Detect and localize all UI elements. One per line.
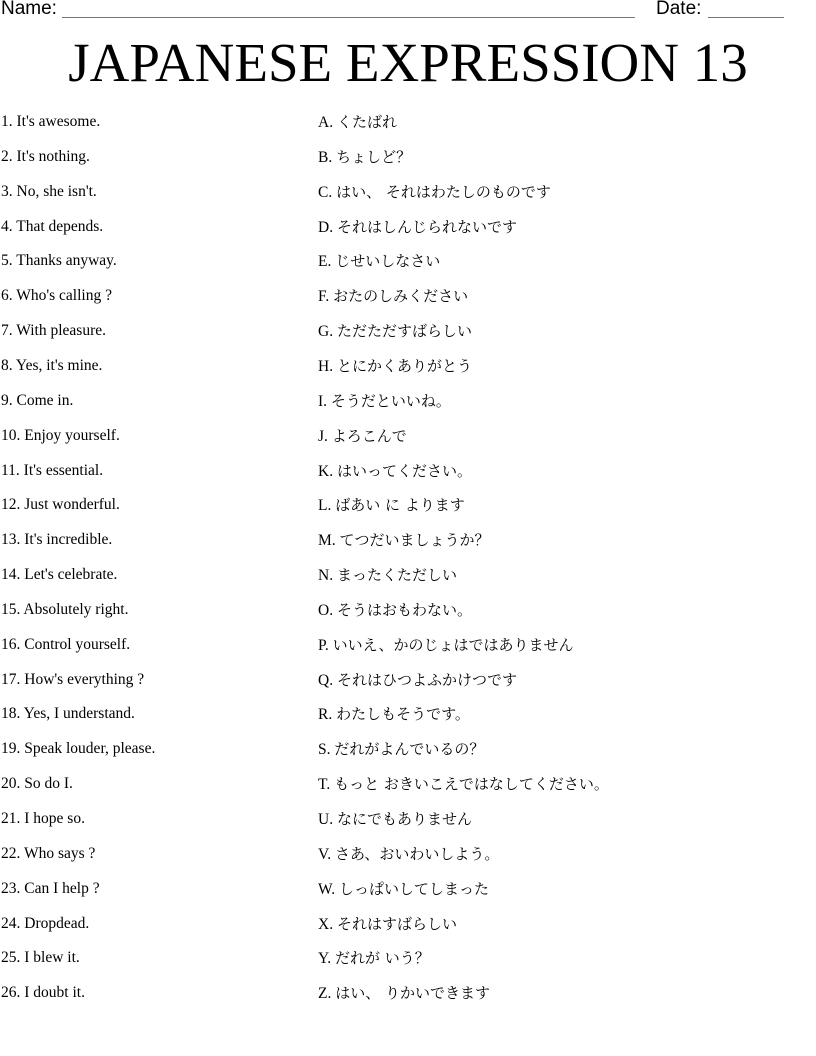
answer-letter: V. [318,845,332,863]
question-text: 18. Yes, I understand. [1,705,135,723]
question-text: 1. It's awesome. [1,113,101,130]
answer-letter: A. [318,114,334,131]
answer-option [318,353,472,380]
question-text: 23. Can I help ? [1,879,100,897]
answer-letter: Q. [318,671,334,689]
date-label: Date: [656,0,702,19]
question-text: 4. That depends. [1,217,104,235]
answer-option [318,841,499,868]
answer-letter: U. [318,811,334,828]
answer-text: さあ、おいわいしよう。 [334,844,500,863]
list-item [0,388,816,414]
answer-text: それはすばらしい [336,914,457,933]
question-text: 26. I doubt it. [1,984,85,1002]
answer-option [318,179,551,206]
answer-text: はいってください。 [336,461,472,480]
question-text: 22. Who says ? [1,844,96,862]
answer-option [318,632,574,659]
question-text: 15. Absolutely right. [1,600,129,618]
answer-option [318,667,517,694]
answer-text: しっぱいしてしまった [338,879,489,898]
answer-letter: D. [318,218,334,236]
answer-option [318,248,440,275]
question-text: 14. Let's celebrate. [1,566,118,584]
answer-text: だれがよんでいるの？ [334,740,485,759]
answer-letter: S. [318,741,331,759]
answer-text: そうはおもわない。 [336,600,472,619]
answer-letter: X. [318,915,334,933]
answer-letter: B. [318,148,333,166]
answer-text: もっと おきいこえではなしてください。 [334,775,609,794]
answer-option [318,876,489,903]
answer-text: いいえ、かのじょはではありません [332,635,574,654]
answer-text: くたばれ [336,113,397,131]
answer-option [318,214,517,241]
answer-letter: R. [318,706,333,724]
answer-letter: N. [318,567,334,585]
question-text: 8. Yes, it's mine. [1,356,103,374]
answer-text: てつだいましょうか？ [339,531,490,550]
list-item [0,144,816,170]
answer-text: まったくただしい [336,566,457,585]
question-text: 17. How's everything ? [1,670,145,688]
question-text: 10. Enjoy yourself. [1,426,120,444]
list-item [0,911,816,937]
answer-letter: K. [318,462,334,480]
list-item [0,458,816,484]
answer-letter: C. [318,183,333,201]
question-text: 20. So do I. [1,775,73,793]
list-item [0,109,816,135]
list-item [0,597,816,623]
answer-letter: H. [318,357,334,375]
question-text: 6. Who's calling ? [1,287,112,305]
list-item [0,945,816,971]
list-item [0,980,816,1006]
answer-letter: W. [318,880,336,898]
answer-option [318,701,470,728]
question-text: 7. With pleasure. [1,322,106,340]
list-item [0,701,816,727]
worksheet-header [0,0,816,24]
answer-letter: G. [318,323,334,341]
answer-option [318,109,397,136]
list-item [0,771,816,797]
list-item [0,423,816,449]
answer-text: それはしんじられないです [336,217,517,236]
list-item [0,248,816,274]
list-item [0,876,816,902]
answer-text: わたしもそうです。 [336,705,470,724]
question-text: 2. It's nothing. [1,147,90,165]
answer-text: ちょしど？ [336,147,412,166]
answer-option [318,144,411,171]
list-item [0,214,816,240]
answer-option [318,458,472,485]
list-item [0,283,816,309]
answer-text: はい、 それはわたしのものです [336,182,551,201]
list-item [0,562,816,588]
answer-option [318,492,465,519]
question-text: 13. It's incredible. [1,531,113,549]
question-text: 25. I blew it. [1,949,80,967]
answer-letter: J. [318,427,328,445]
answer-letter: O. [318,601,334,619]
answer-text: はい、 りかいできます [335,984,490,1003]
answer-option [318,911,457,938]
answer-option [318,318,472,345]
question-text: 16. Control yourself. [1,635,131,653]
answer-letter: T. [318,776,331,794]
answer-option [318,562,457,589]
list-item [0,527,816,553]
answer-text: ばあい に よります [335,496,465,515]
answer-option [318,527,490,554]
answer-letter: P. [318,636,329,654]
answer-option [318,945,430,972]
list-item [0,841,816,867]
answer-option [318,388,451,415]
answer-option [318,980,490,1007]
question-text: 11. It's essential. [1,461,104,479]
answer-option [318,771,609,798]
list-item [0,318,816,344]
list-item [0,667,816,693]
answer-option [318,736,484,763]
answer-letter: Y. [318,950,332,968]
list-item [0,806,816,832]
list-item [0,353,816,379]
question-text: 24. Dropdead. [1,914,90,932]
answer-text: おたのしみください [333,287,469,306]
answer-text: とにかくありがとう [336,356,472,375]
question-text: 12. Just wonderful. [1,496,120,514]
question-text: 3. No, she isn't. [1,182,97,200]
answer-text: なにでもありません [336,810,472,828]
answer-letter: L. [318,497,332,515]
answer-letter: I. [318,392,328,410]
answer-text: それはひつよふかけつです [336,670,517,689]
answer-text: じせいしなさい [335,252,441,271]
answer-option [318,806,472,833]
answer-option [318,283,468,310]
answer-text: そうだといいね。 [330,391,451,410]
worksheet-title: JAPANESE EXPRESSION 13 [68,32,748,93]
answer-option [318,423,407,450]
list-item [0,736,816,762]
name-field-line[interactable] [62,17,635,18]
name-label: Name: [1,0,57,19]
list-item [0,632,816,658]
answer-text: ただただすばらしい [336,322,472,341]
answer-text: だれが いう？ [334,949,430,968]
question-text: 9. Come in. [1,391,74,409]
answer-letter: M. [318,532,336,550]
answer-letter: Z. [318,985,332,1003]
question-text: 19. Speak louder, please. [1,740,156,758]
answer-letter: F. [318,288,330,306]
list-item [0,179,816,205]
date-field-line[interactable] [708,17,784,18]
question-text: 5. Thanks anyway. [1,252,117,270]
answer-text: よろこんで [331,426,407,445]
answer-option [318,597,472,624]
answer-letter: E. [318,253,332,271]
question-text: 21. I hope so. [1,810,85,827]
list-item [0,492,816,518]
